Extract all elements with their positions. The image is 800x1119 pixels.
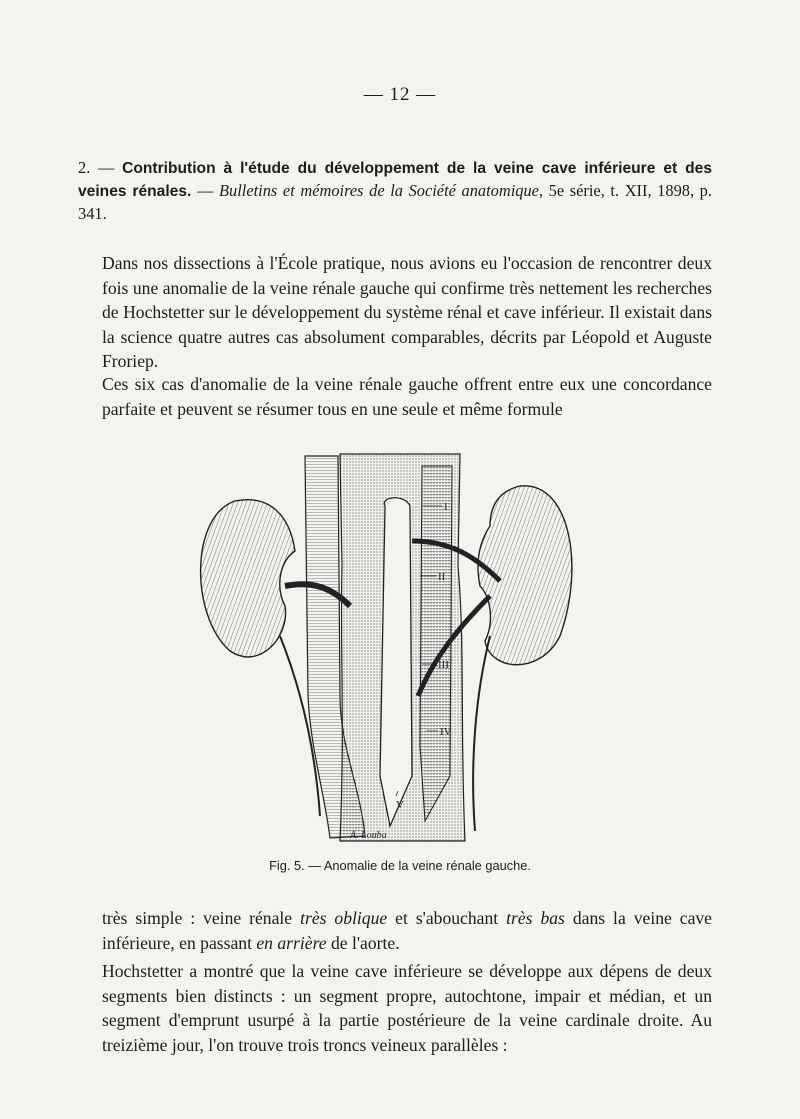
figure-label-2: II — [438, 571, 446, 583]
figure-label-5: V — [396, 799, 404, 811]
page-number: — 12 — — [363, 84, 437, 105]
figure-label-4: IV — [440, 726, 452, 738]
entry-dash: — — [191, 181, 220, 200]
figure-signature: A. Louba — [350, 830, 387, 841]
figure-caption: Fig. 5. — Anomalie de la veine rénale gauche. — [269, 858, 531, 873]
entry-number: 2. — — [78, 158, 115, 177]
figure-label-1: I — [444, 501, 448, 513]
aorta — [380, 498, 412, 826]
entry-details: 5e série, t. XII, 1898, p. 341. — [78, 181, 712, 223]
anatomical-figure — [190, 446, 590, 846]
paragraph-2 — [102, 372, 712, 421]
figure-label-3: III — [438, 659, 449, 671]
paragraph-4 — [102, 959, 712, 1057]
paragraph-3 — [102, 906, 712, 955]
bibliographic-entry — [78, 157, 712, 225]
paragraph-1 — [102, 251, 712, 374]
entry-title: Contribution à l'étude du développement de la veine cave inférieure et des veines rénales. — [78, 160, 712, 200]
left-kidney — [201, 500, 295, 657]
paragraph-2-text: Ces six cas d'anomalie de la veine rénale gauche offrent entre eux une concordance parfaite et peuvent se résumer tous en une seule et même formule — [102, 374, 712, 419]
paragraph-3-text: très simple : veine rénale très oblique et s'abouchant très bas dans la veine cave inférieure, en passant en arrière de l'aorte. — [102, 908, 712, 953]
paragraph-1-text: Dans nos dissections à l'École pratique, nous avions eu l'occasion de rencontrer deux fois une anomalie de la veine rénale gauche qui confirme très nettement les recherches de Hochstetter sur le développement du système rénal et cave inférieur. Il existait dans la science quatre autres cas absolument comparables, décrits par Léopold et Auguste Froriep. — [102, 253, 712, 372]
entry-source: Bulletins et mémoires de la Société anatomique, — [219, 181, 544, 200]
paragraph-4-text: Hochstetter a montré que la veine cave inférieure se développe aux dépens de deux segments bien distincts : un segment propre, autochtone, impair et médian, et un segment d'emprunt usurpé à la partie postérieure de la veine cardinale droite. Au treizième jour, l'on trouve trois troncs veineux parallèles : — [102, 961, 712, 1055]
right-ureter — [473, 636, 490, 831]
